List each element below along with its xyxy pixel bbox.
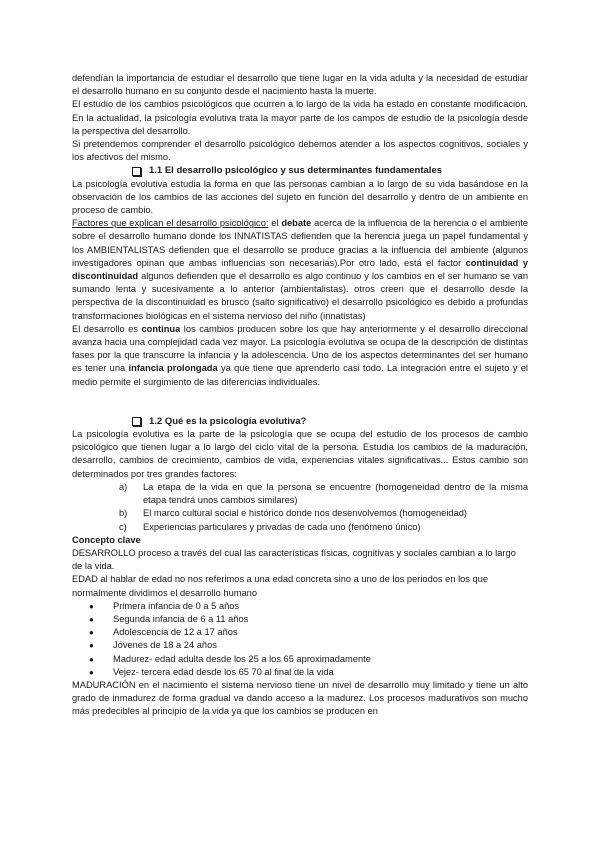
section-heading-1-2-text: 1.2 Qué es la psicología evolutiva? bbox=[149, 415, 307, 427]
list-item bbox=[72, 626, 528, 639]
paragraph-aspects: Si pretendemos comprender el desarrollo psicológico debemos atender a los aspectos cognitivos, sociales y los afectivos del mismo. bbox=[72, 139, 528, 163]
list-item-text: Vejez- tercera edad desde los 65 70 al final de la vida bbox=[113, 666, 334, 677]
paragraph-study: El estudio de los cambios psicológicos que ocurren a lo largo de la vida ha estado en constante modificación. En la actualidad, la psicología evolutiva trata la mayor parte de los campos de estudio de la psicología desde la perspectiva del desarrollo. bbox=[72, 99, 528, 136]
text-run: algunos defienden que el desarrollo es algo continuo y los cambios en el ser humano se van sumando lenta y sucesivamente a lo anterior (ambientalistas). otros creen que el desarrollo desde la perspectiva de la discontinuidad es brusco (salto significativo) el desarrollo psicológico es debido a profundas transformaciones biológicas en el sistema nervioso del niño (innatistas) bbox=[72, 271, 528, 321]
factors-underlined-label: Factores que explican el desarrollo psicológico: bbox=[72, 218, 269, 229]
concepto-clave-heading: Concepto clave bbox=[72, 534, 141, 545]
paragraph-evolutive: La psicología evolutiva es la parte de la psicología que se ocupa del estudio de los procesos de cambio psicológico que tienen lugar a lo largo del ciclo vital de la persona. Estudia los cambios de la maduración, desarrollo, cambios de crecimiento, cambios de vida, experiencias vitales significativas... Estos cambio son determinados por tres grandes factores: bbox=[72, 429, 528, 479]
text-run: ya que tiene que aprenderlo casi todo. La integración entre el sujeto y el medio permite el surgimiento de las diferencias individuales. bbox=[72, 363, 528, 387]
paragraph-factors bbox=[72, 217, 528, 323]
list-item-text: Primera infancia de 0 a 5 años bbox=[113, 600, 240, 611]
list-item-text: Experiencias particulares y privadas de cada uno (fenómeno único) bbox=[143, 521, 421, 532]
list-item-text: Madurez- edad adulta desde los 25 a los 65 aproximadamente bbox=[113, 653, 371, 664]
text-run: el bbox=[268, 218, 282, 229]
list-marker: b) bbox=[119, 508, 128, 519]
paragraph-continuous bbox=[72, 323, 528, 389]
bullet-dot-icon: ● bbox=[89, 641, 94, 651]
list-item bbox=[72, 653, 528, 666]
checkbox-bullet-icon bbox=[132, 417, 141, 426]
section-heading-1-1-text: 1.1 El desarrollo psicológico y sus determinantes fundamentales bbox=[149, 165, 443, 177]
list-marker: a) bbox=[119, 481, 128, 492]
list-item bbox=[72, 666, 528, 679]
bold-term-continua: continua bbox=[141, 323, 181, 334]
list-item bbox=[72, 521, 528, 534]
paragraph-desarrollo: DESARROLLO proceso a través del cual las características físicas, cognitivas y sociales cambian a lo largo de la vida. bbox=[72, 547, 516, 572]
list-item bbox=[72, 600, 528, 613]
list-item bbox=[72, 639, 528, 652]
text-run: los cambios producen sobre los que hay anteriormente y el desarrollo direccional avanza hacia una complejidad cada vez mayor. La psicología evolutiva se ocupa de la descripción de distintas fases por la que transcurre la infancia y la adolescencia. Uno de los aspectos determinantes del ser humano es tener una bbox=[72, 323, 528, 374]
list-item bbox=[72, 507, 528, 520]
paragraph-edad: EDAD al hablar de edad no nos referimos a una edad concreta sino a uno de los periodos en los que normalmente dividimos el desarrollo humano bbox=[72, 574, 489, 598]
list-item-text: Jóvenes de 18 a 24 años bbox=[113, 640, 217, 651]
list-item-text: El marco cultural social e histórico donde nos desenvolvemos (homogeneidad) bbox=[143, 508, 468, 519]
paragraph-intro: defendían la importancia de estudiar el desarrollo que tiene lugar en la vida adulta y la necesidad de estudiar el desarrollo humano en su conjunto desde el nacimiento hasta la muerte. bbox=[72, 73, 528, 97]
list-marker: c) bbox=[119, 521, 127, 532]
bullet-dot-icon: ● bbox=[89, 614, 94, 624]
bullet-dot-icon: ● bbox=[89, 667, 94, 677]
bullet-dot-icon: ● bbox=[89, 601, 94, 611]
list-item-text: La etapa de la vida en que la persona se encuentre (homogeneidad dentro de la misma etapa tendrá unos cambios similares) bbox=[143, 481, 528, 506]
checkbox-bullet-icon bbox=[132, 167, 141, 176]
section-heading-1-2 bbox=[72, 415, 528, 428]
bullet-dot-icon: ● bbox=[89, 628, 94, 638]
text-run: El desarrollo es bbox=[72, 323, 142, 334]
paragraph-maduracion: MADURACIÓN en el nacimiento el sistema nervioso tiene un nivel de desarrollo muy limitado y tiene un alto grado de inmadurez de forma gradual va dando acceso a la madurez. Los procesos madurativos son mucho más predecibles al principio de la vida ya que los cambios se producen en bbox=[72, 679, 528, 717]
section-spacer bbox=[72, 389, 528, 415]
text-run: acerca de la influencia de la herencia o el ambiente sobre el desarrollo humano donde los INNATISTAS defienden que la herencia juega un papel fundamental y los AMBIENTALISTAS defienden que el desarrollo se produce gracias a la influencia del ambiente (algunos investigadores opinan que ambas influencias son necesarias).Por otro lado, está el factor bbox=[72, 218, 529, 268]
bullet-dot-icon: ● bbox=[89, 654, 94, 664]
age-list bbox=[72, 600, 528, 679]
list-item bbox=[72, 481, 528, 507]
bold-term-continuity: continuidad y discontinuidad bbox=[72, 257, 528, 282]
bold-term-infancia: infancia prolongada bbox=[128, 363, 218, 374]
list-item-text: Adolescencia de 12 a 17 años bbox=[113, 627, 238, 638]
document-body bbox=[72, 72, 528, 719]
section-heading-1-1 bbox=[72, 164, 528, 177]
paragraph-definition: La psicología evolutiva estudia la forma en que las personas cambian a lo largo de su vida basándose en la observación de los cambios de las acciones del sujeto en función del desarrollo y dentro de un ambiente en proceso de cambio. bbox=[72, 178, 528, 216]
list-item-text: Segunda infancia de 6 a 11 años bbox=[113, 613, 249, 624]
bold-term-debate: debate bbox=[281, 218, 312, 229]
factors-list bbox=[72, 481, 528, 534]
list-item bbox=[72, 613, 528, 626]
